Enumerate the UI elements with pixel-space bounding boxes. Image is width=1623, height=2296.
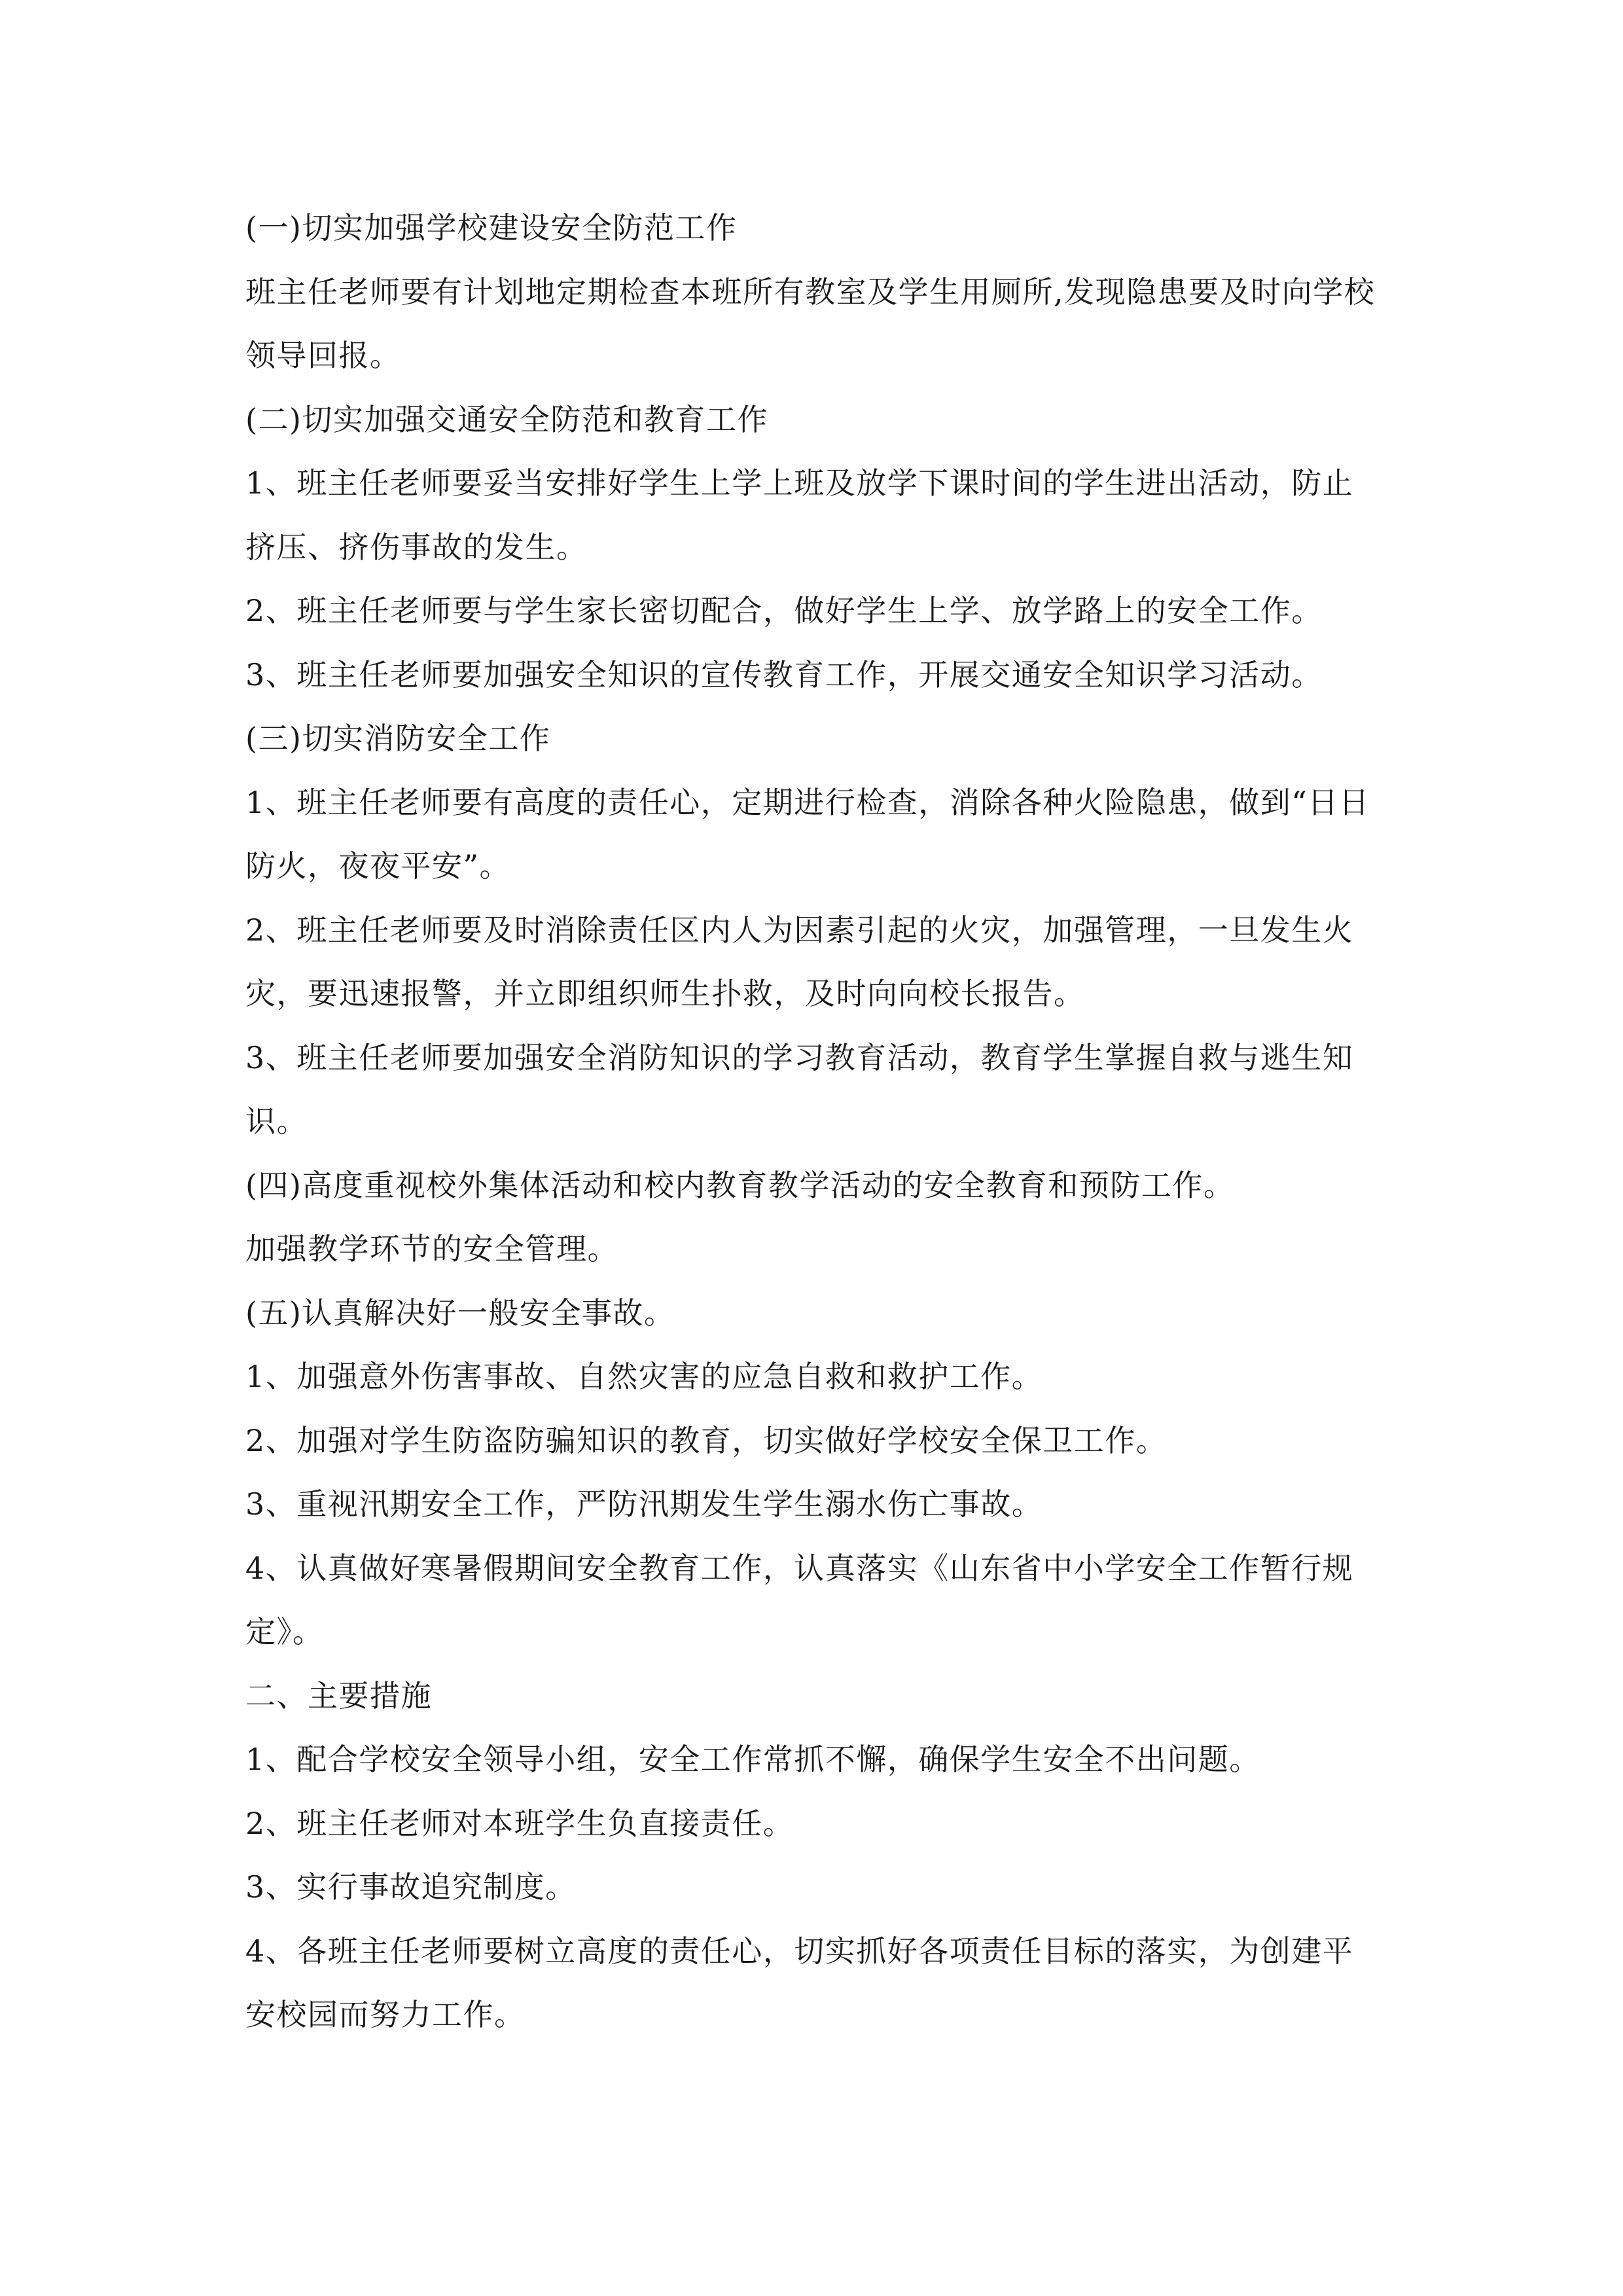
list-item: 2、加强对学生防盗防骗知识的教育，切实做好学校安全保卫工作。 bbox=[245, 1422, 1168, 1458]
section-heading: (五)认真解决好一般安全事故。 bbox=[245, 1295, 675, 1331]
section-heading: (二)切实加强交通安全防范和教育工作 bbox=[245, 401, 768, 437]
section-heading: (三)切实消防安全工作 bbox=[245, 721, 551, 756]
list-item: 3、班主任老师要加强安全消防知识的学习教育活动，教育学生掌握自救与逃生知识。 bbox=[245, 1039, 1354, 1139]
list-item: 3、重视汛期安全工作，严防汛期发生学生溺水伤亡事故。 bbox=[245, 1486, 1043, 1522]
document-body bbox=[245, 196, 1384, 2047]
list-item: 4、各班主任老师要树立高度的责任心，切实抓好各项责任目标的落实，为创建平安校园而努力工作。 bbox=[245, 1933, 1354, 2032]
list-item: 1、加强意外伤害事故、自然灾害的应急自救和救护工作。 bbox=[245, 1359, 1043, 1394]
list-item: 1、班主任老师要有高度的责任心，定期进行检查，消除各种火险隐患，做到“日日防火，夜夜平安”。 bbox=[245, 784, 1370, 884]
paragraph: 班主任老师要有计划地定期检查本班所有教室及学生用厕所,发现隐患要及时向学校领导回报。 bbox=[245, 274, 1376, 373]
list-item: 2、班主任老师要及时消除责任区内人为因素引起的火灾，加强管理，一旦发生火灾，要迅速报警，并立即组织师生扑救，及时向向校长报告。 bbox=[245, 912, 1354, 1011]
section-heading: 二、主要措施 bbox=[245, 1677, 432, 1713]
list-item: 2、班主任老师要与学生家长密切配合，做好学生上学、放学路上的安全工作。 bbox=[245, 593, 1323, 628]
list-item: 3、班主任老师要加强安全知识的宣传教育工作，开展交通安全知识学习活动。 bbox=[245, 656, 1323, 692]
section-heading: (一)切实加强学校建设安全防范工作 bbox=[245, 210, 738, 245]
list-item: 4、认真做好寒暑假期间安全教育工作，认真落实《山东省中小学安全工作暂行规定》。 bbox=[245, 1550, 1354, 1649]
paragraph: 加强教学环节的安全管理。 bbox=[245, 1231, 618, 1266]
list-item: 2、班主任老师对本班学生负直接责任。 bbox=[245, 1805, 794, 1841]
list-item: 1、班主任老师要妥当安排好学生上学上班及放学下课时间的学生进出活动，防止挤压、挤伤事故的发生。 bbox=[245, 465, 1354, 565]
section-heading: (四)高度重视校外集体活动和校内教育教学活动的安全教育和预防工作。 bbox=[245, 1167, 1235, 1203]
list-item: 1、配合学校安全领导小组，安全工作常抓不懈，确保学生安全不出问题。 bbox=[245, 1742, 1260, 1777]
list-item: 3、实行事故追究制度。 bbox=[245, 1869, 577, 1905]
